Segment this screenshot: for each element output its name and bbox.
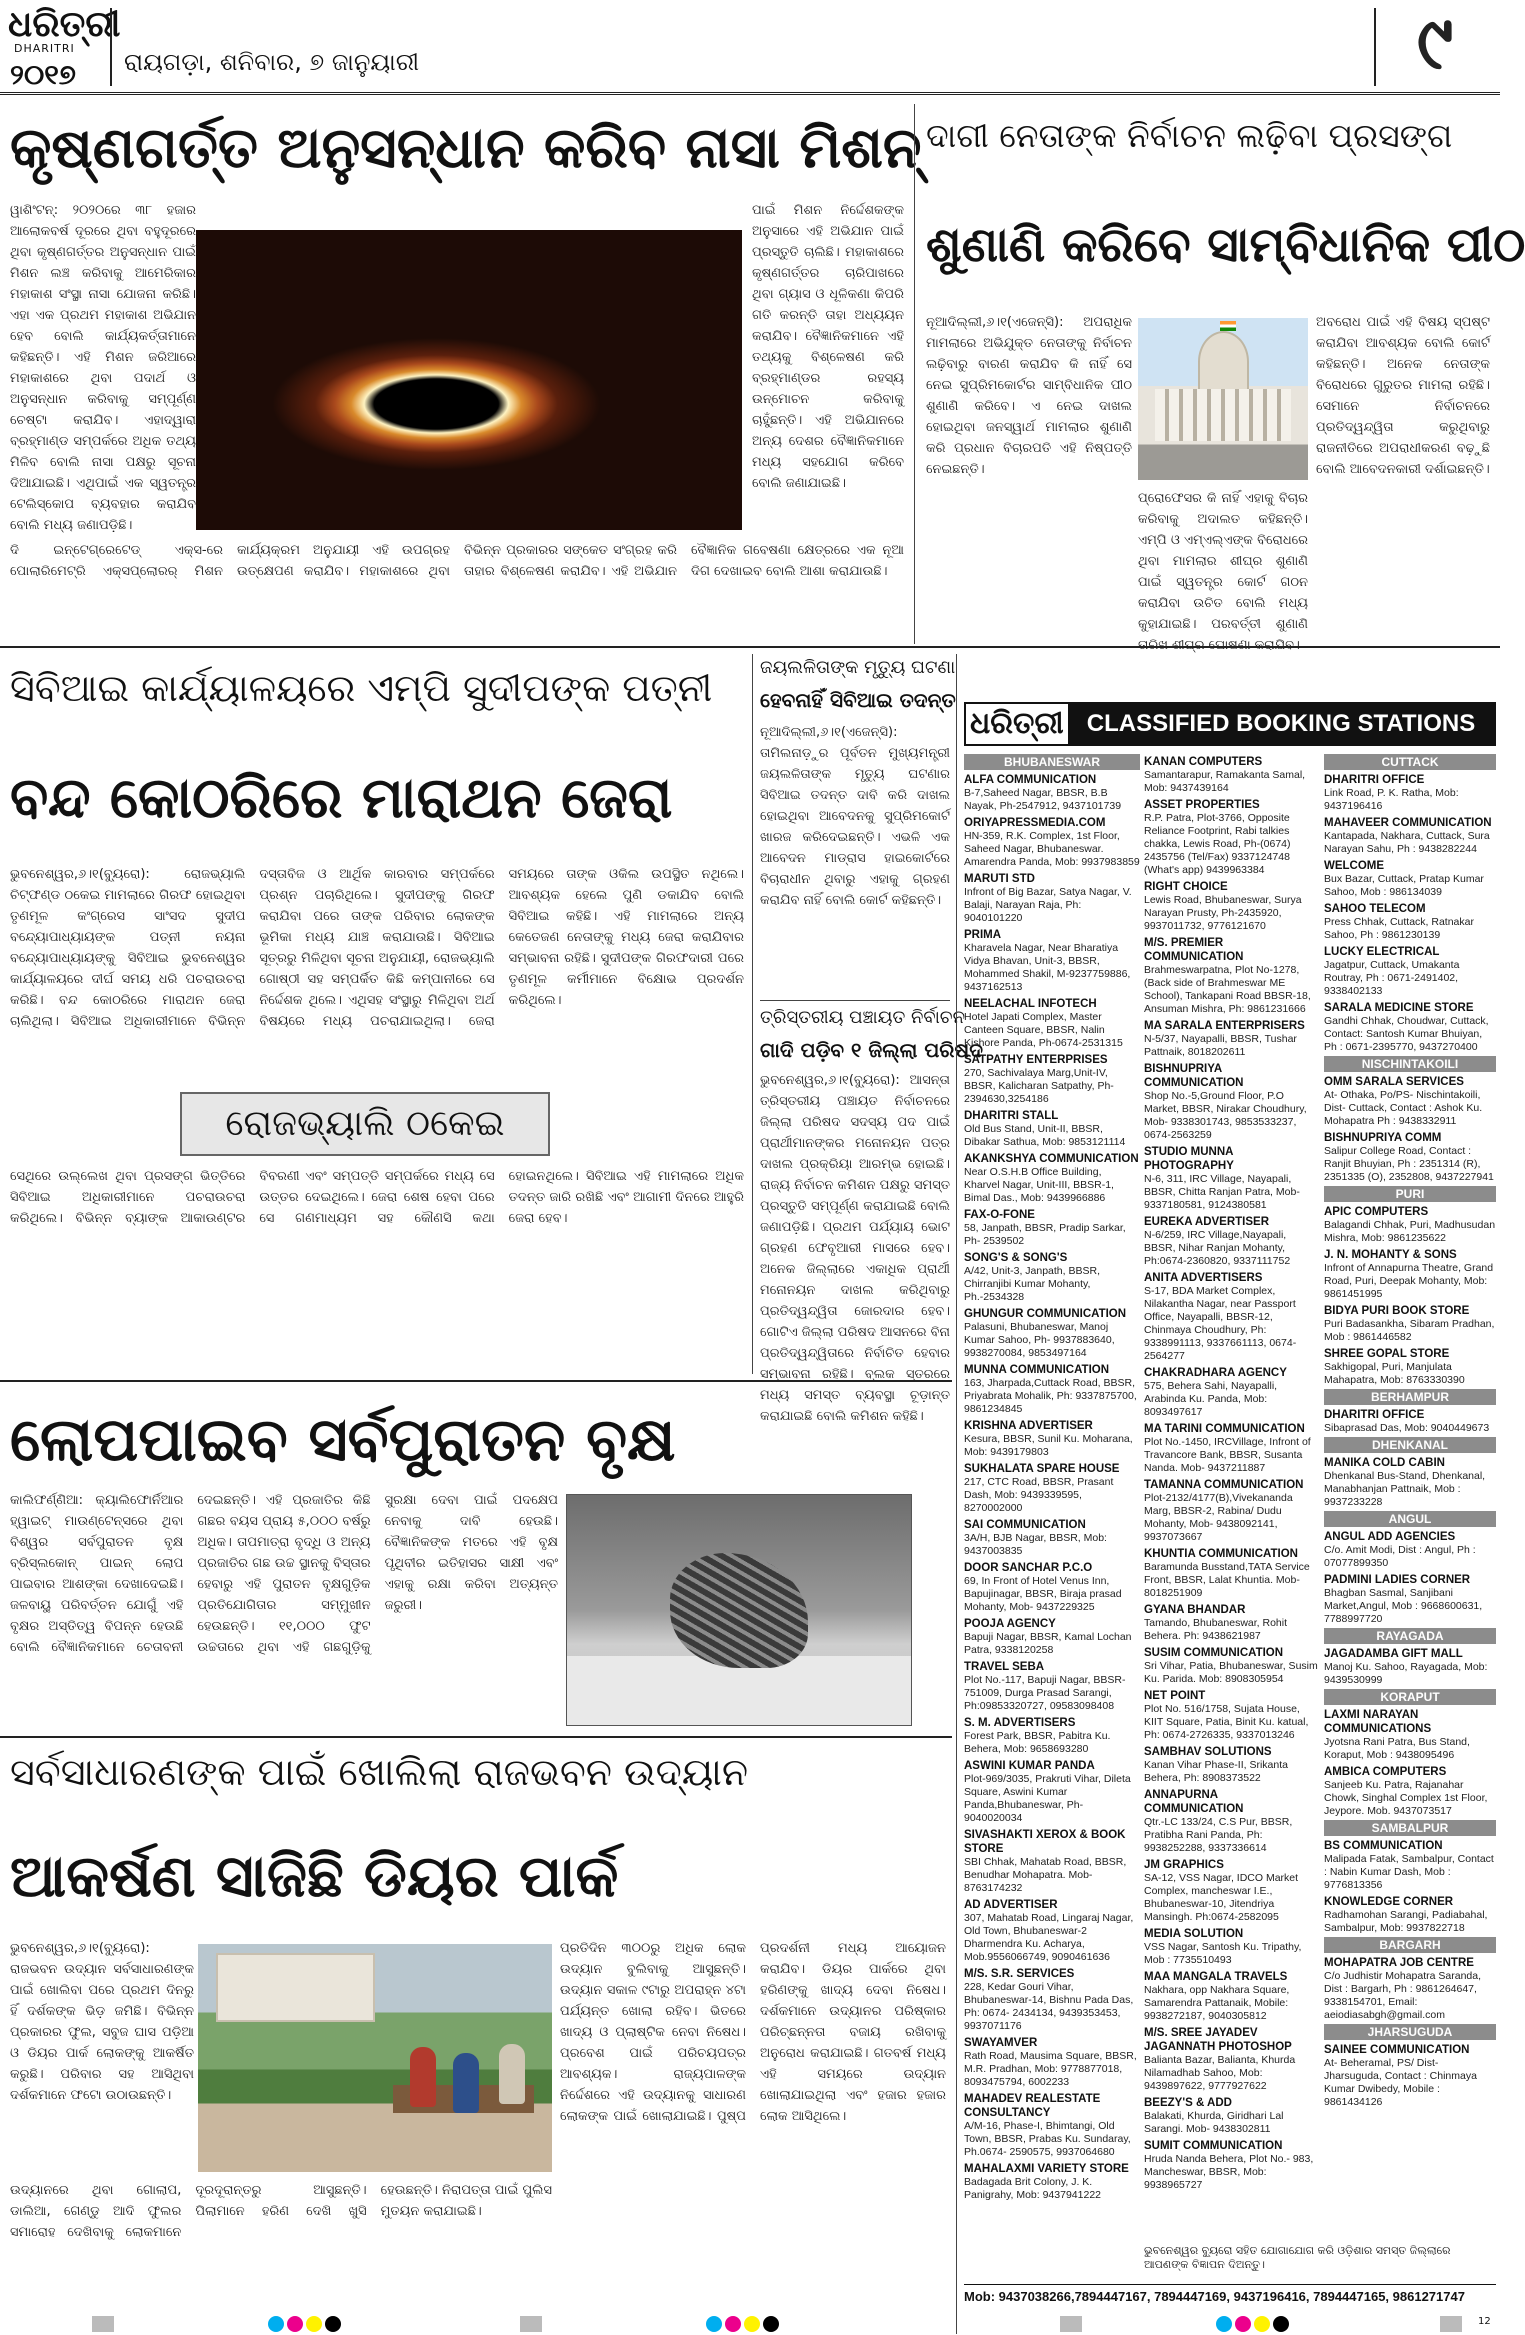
classified-agency-address: N-6, 311, IRC Village, Nayapali, BBSR, Chitta Ranjan Patra, Mob-9337180581, 9124380581 [1144,1173,1300,1211]
classified-agency-name: EUREKA ADVERTISER [1144,1216,1270,1228]
classified-agency-address: Sibaprasad Das, Mob: 9040449673 [1324,1422,1490,1434]
classified-agency-name: RIGHT CHOICE [1144,881,1228,893]
classified-region-header: DHENKANAL [1324,1437,1496,1453]
classified-agency-address: 575, Behera Sahi, Nayapalli, Arabinda Ku. Panda, Mob: 8093497617 [1144,1380,1278,1418]
classified-agency-address: Gandhi Chhak, Choudwar, Cuttack, Contact: Santosh Kumar Bhuiyan, Ph : 0671-2395770, 9437270400 [1324,1015,1489,1053]
classified-agency-address: Salipur College Road, Contact : Ranjit Bhuyian, Ph : 2351314 (R), 2351335 (O), 2352808, 9437227941 [1324,1145,1494,1183]
classified-agency-name: SUSIM COMMUNICATION [1144,1647,1284,1659]
column-divider [752,654,753,1374]
classified-agency-name: SIVASHAKTI XEROX & BOOK STORE [964,1829,1126,1855]
classified-agency-address: R.P. Patra, Plot-3766, Opposite Reliance Footprint, Rabi talkies chakka, Lewis Road, Ph-(0674) 2435756 (Tel/Fax) 9337124748 (What's app) 9439963384 [1144,812,1291,876]
story5-headline: ଆକର୍ଷଣ ସାଜିଛି ଡିୟର ପାର୍କ [10,1842,619,1910]
classified-agency-name: GHUNGUR COMMUNICATION [964,1308,1127,1320]
classified-agency-name: SARALA MEDICINE STORE [1324,1002,1474,1014]
column-divider [956,654,957,2334]
story3-body-lower: ସେଥିରେ ଉଲ୍ଲେଖ ଥିବା ପ୍ରସଙ୍ଗ ଭିତ୍ତିରେ ସିବିଆଇ ଅଧିକାରୀମାନେ ପଚରାଉଚରା କରିଥିଲେ। ବିଭିନ୍ନ ବ୍ୟାଙ୍କ ଆକାଉଣ୍ଟର ବିବରଣୀ ଏବଂ ସମ୍ପତ୍ତି ସମ୍ପର୍କରେ ମଧ୍ୟ ସେ ଉତ୍ତର ଦେଇଥିଲେ। ଜେରା ଶେଷ ହେବା ପରେ ସେ ଗଣମାଧ୍ୟମ ସହ କୌଣସି କଥା ହୋଇନଥିଲେ। ସିବିଆଇ ଏହି ମାମଲାରେ ଅଧିକ ତଦନ୍ତ ଜାରି ରଖିଛି ଏବଂ ଆଗାମୀ ଦିନରେ ଆହୁରି ଜେରା ହେବ। [10,1169,744,1226]
classified-agency-address: Plot-2132/4177(B),Vivekananda Marg, BBSR-2, Rabina/ Dudu Mohanty, Mob- 9438092141, 9937073667 [1144,1492,1293,1543]
classified-agency-address: Plot-969/3035, Prakruti Vihar, Dileta Square, Aswini Kumar Panda,Bhubaneswar, Ph- 9040020034 [964,1773,1131,1824]
cyan-registration-mark [1216,2316,1232,2332]
classified-agency-address: Infront of Annapurna Theatre, Grand Road, Puri, Deepak Mohanty, Mob: 9861451995 [1324,1262,1494,1300]
classified-region-header: JHARSUGUDA [1324,2024,1496,2040]
classified-agency-address: Hruda Nanda Behera, Plot No.- 983, Mancheswar, BBSR, Mob: 9938965727 [1144,2153,1314,2191]
classified-agency-address: Radhamohan Sarangi, Padiabahal, Sambalpur, Mob: 9937822718 [1324,1909,1488,1934]
classified-agency-name: M/S. PREMIER COMMUNICATION [1144,937,1244,963]
brief2-kicker: ତ୍ରିସ୍ତରୀୟ ପଞ୍ଚାୟତ ନିର୍ବାଚନ [760,1007,965,1028]
masthead-year: ୨୦୧୭ [10,58,76,91]
classified-agency-address: Kharavela Nagar, Near Bharatiya Vidya Bhavan, Unit-3, BBSR, Mohammed Shakil, M-9237759886, 9437162513 [964,942,1131,993]
grey-swatch [520,2316,542,2332]
classified-agency-address: Bapuji Nagar, BBSR, Kamal Lochan Patra, 9338120258 [964,1631,1132,1656]
classified-agency-name: MA SARALA ENTERPRISERS [1144,1020,1305,1032]
classified-agency-name: SUMIT COMMUNICATION [1144,2140,1283,2152]
classified-region-header: SAMBALPUR [1324,1820,1496,1836]
story1-body-right: ପାଇଁ ମିଶନ ନିର୍ଦ୍ଦେଶକଙ୍କ ଅନୁସାରେ ଏହି ଅଭିଯାନ ପାଇଁ ପ୍ରସ୍ତୁତି ଚାଲିଛି। ମହାକାଶରେ କୃଷ୍ଣଗର୍ତ୍ତର ଚାରିପାଖରେ ଥିବା ଗ୍ୟାସ ଓ ଧୂଳିକଣା କିପରି ଗତି କରନ୍ତି ତାହା ଅଧ୍ୟୟନ କରାଯିବ। ବୈଜ୍ଞାନିକମାନେ ଏହି ତଥ୍ୟକୁ ବିଶ୍ଳେଷଣ କରି ବ୍ରହ୍ମାଣ୍ଡର ରହସ୍ୟ ଉନ୍ମୋଚନ କରିବାକୁ ଚାହୁଁଛନ୍ତି। ଏହି ଅଭିଯାନରେ ଅନ୍ୟ ଦେଶର ବୈଜ୍ଞାନିକମାନେ ମଧ୍ୟ ସହଯୋଗ କରିବେ ବୋଲି ଜଣାଯାଇଛି। [752,203,904,491]
story5-body-right: ପ୍ରତିଦିନ ୩୦୦ରୁ ଅଧିକ ଲୋକ ଉଦ୍ୟାନ ବୁଲିବାକୁ ଆସୁଛନ୍ତି। ଉଦ୍ୟାନ ସକାଳ ୯ଟାରୁ ଅପରାହ୍ନ ୪ଟା ପର୍ଯ୍ୟନ୍ତ ଖୋଲା ରହିବ। ଭିତରେ ଖାଦ୍ୟ ଓ ପ୍ଲାଷ୍ଟିକ ନେବା ନିଷେଧ। ପ୍ରବେଶ ପାଇଁ ପରିଚୟପତ୍ର ଆବଶ୍ୟକ। ରାଜ୍ୟପାଳଙ୍କ ନିର୍ଦ୍ଦେଶରେ ଏହି ଉଦ୍ୟାନକୁ ସାଧାରଣ ଲୋକଙ୍କ ପାଇଁ ଖୋଲାଯାଇଛି। ପୁଷ୍ପ ପ୍ରଦର୍ଶନୀ ମଧ୍ୟ ଆୟୋଜନ କରାଯିବ। ଡିୟର ପାର୍କରେ ଥିବା ହରିଣଙ୍କୁ ଖାଦ୍ୟ ଦେବା ନିଷେଧ। ଦର୍ଶକମାନେ ଉଦ୍ୟାନର ପରିଷ୍କାର ପରିଚ୍ଛନ୍ନତା ବଜାୟ ରଖିବାକୁ ଅନୁରୋଧ କରାଯାଇଛି। ଗତବର୍ଷ ମଧ୍ୟ ଏହି ସମୟରେ ଉଦ୍ୟାନ ଖୋଲାଯାଇଥିଲା ଏବଂ ହଜାର ହଜାର ଲୋକ ଆସିଥିଲେ। [560,1941,946,2124]
classified-agency-name: MAHADEV REALESTATE CONSULTANCY [964,2093,1101,2119]
folio: 12 [1478,2316,1491,2327]
story3-box [180,1092,550,1156]
classified-column-1 [964,752,1140,2282]
classified-agency-address: Rath Road, Mausima Square, BBSR, M.R. Pradhan, Mob: 9778877018, 8093475794, 6002233 [964,2050,1137,2088]
classified-agency-name: FAX-O-FONE [964,1209,1035,1221]
story1-photo [196,230,742,530]
classified-agency-address: Balagandi Chhak, Puri, Madhusudan Mishra, Mob: 9861235622 [1324,1219,1496,1244]
classified-agency-address: 270, Sachivalaya Marg,Unit-IV, BBSR, Kalicharan Satpathy, Ph-2394630,3254186 [964,1067,1114,1105]
classified-agency-name: OMM SARALA SERVICES [1324,1076,1464,1088]
classified-agency-address: Bhagban Sasmal, Sanjibani Market,Angul, Mob : 9668600631, 7788997720 [1324,1587,1483,1625]
story3-kicker: ସିବିଆଇ କାର୍ଯ୍ୟାଳୟରେ ଏମ୍ପି ସୁଦୀପଙ୍କ ପତ୍ନୀ [10,666,713,710]
classified-agency-name: ANITA ADVERTISERS [1144,1272,1263,1284]
classified-agency-name: S. M. ADVERTISERS [964,1717,1076,1729]
classified-agency-name: SUKHALATA SPARE HOUSE [964,1463,1120,1475]
page-number: ୯ [1416,0,1454,86]
classified-agency-address: Dhenkanal Bus-Stand, Dhenkanal, Manabhanjan Pattnaik, Mob : 9937233228 [1324,1470,1486,1508]
classified-agency-address: Forest Park, BBSR, Pabitra Ku. Behera, Mob: 9658693280 [964,1730,1111,1755]
classified-agency-name: MANIKA COLD CABIN [1324,1457,1445,1469]
black-registration-mark [325,2316,341,2332]
classified-agency-name: CHAKRADHARA AGENCY [1144,1367,1287,1379]
classified-agency-name: SAHOO TELECOM [1324,903,1426,915]
story5-kicker: ସର୍ବସାଧାରଣଙ୍କ ପାଇଁ ଖୋଲିଲା ରାଜଭବନ ଉଦ୍ୟାନ [10,1750,749,1794]
classified-agency-address: Sakhigopal, Puri, Manjulata Mahapatra, Mob: 8763330390 [1324,1361,1465,1386]
masthead-date: ରାୟଗଡ଼ା, ଶନିବାର, ୭ ଜାନୁୟାରୀ [124,48,420,76]
brief-rule [760,1000,950,1001]
classified-agency-address: Qtr.-LC 133/24, C.S Pur, BBSR, Pratibha Rani Panda, Ph: 9938252288, 9337336614 [1144,1816,1293,1854]
magenta-registration-mark [725,2316,741,2332]
classified-agency-name: MAA MANGALA TRAVELS [1144,1971,1288,1983]
brief1-headline: ହେବନାହିଁ ସିବିଆଇ ତଦନ୍ତ [760,688,956,712]
classified-agency-name: BEEZY'S & ADD [1144,2097,1232,2109]
column-divider [914,104,915,644]
classified-agency-address: N-6/259, IRC Village,Nayapali, BBSR, Nihar Ranjan Mohanty, Ph:0674-2360820, 9337111752 [1144,1229,1291,1267]
classified-agency-name: DHARITRI OFFICE [1324,1409,1425,1421]
masthead-divider [110,8,112,86]
classified-agency-name: BISHNUPRIYA COMM [1324,1132,1442,1144]
classified-agency-address: 163, Jharpada,Cuttack Road, BBSR, Priyabrata Mohalik, Ph: 9337875700, 9861234845 [964,1377,1137,1415]
classified-agency-address: Lewis Road, Bhubaneswar, Surya Narayan Prusty, Ph-2435920, 9937011732, 9776121670 [1144,894,1302,932]
yellow-registration-mark [744,2316,760,2332]
classified-agency-address: N-5/37, Nayapalli, BBSR, Tushar Pattnaik, 8018202611 [1144,1033,1297,1058]
classified-column-3 [1324,752,1496,2282]
classified-agency-name: SATPATHY ENTERPRISES [964,1054,1108,1066]
classified-agency-name: KANAN COMPUTERS [1144,756,1263,768]
classified-agency-address: SA-12, VSS Nagar, IDCO Market Complex, mancheswar I.E., Bhubaneswar-10, Jitendriya Mansingh. Ph:0674-2582095 [1144,1872,1299,1923]
classified-agency-name: M/S. SREE JAYADEV JAGANNATH PHOTOSHOP [1144,2027,1292,2053]
story2-photo [1138,318,1308,480]
classified-region-header: ANGUL [1324,1511,1496,1527]
classified-agency-address: Kesura, BBSR, Sunil Ku. Moharana, Mob: 9439179803 [964,1433,1133,1458]
classified-agency-name: KNOWLEDGE CORNER [1324,1896,1454,1908]
classified-agency-address: HN-359, R.K. Complex, 1st Floor, Saheed Nagar, Bhubaneswar. Amarendra Panda, Mob: 9937983859 [964,830,1140,868]
grey-swatch [1440,2316,1462,2332]
classified-region-header: CUTTACK [1324,754,1496,770]
classified-agency-name: DHARITRI STALL [964,1110,1059,1122]
classified-agency-name: TAMANNA COMMUNICATION [1144,1479,1304,1491]
classified-agency-name: AMBICA COMPUTERS [1324,1766,1447,1778]
classified-agency-address: Malipada Fatak, Sambalpur, Contact : Nabin Kumar Dash, Mob : 9776813356 [1324,1853,1494,1891]
classified-region-header: BERHAMPUR [1324,1389,1496,1405]
masthead-rule [0,92,1500,95]
classified-agency-name: ASSET PROPERTIES [1144,799,1260,811]
classified-agency-address: Press Chhak, Cuttack, Ratnakar Sahoo, Ph : 9861230139 [1324,916,1474,941]
classified-agency-name: PADMINI LADIES CORNER [1324,1574,1471,1586]
classified-title: CLASSIFIED BOOKING STATIONS [1068,704,1494,744]
cyan-registration-mark [268,2316,284,2332]
classified-agency-name: AD ADVERTISER [964,1899,1058,1911]
classified-region-header: BHUBANESWAR [964,754,1140,770]
classified-region-header: BARGARH [1324,1937,1496,1953]
classified-column-2 [1144,752,1320,2282]
classified-agency-name: MA TARINI COMMUNICATION [1144,1423,1305,1435]
classified-agency-address: Shop No.-5,Ground Floor, P.O Market, BBSR, Nirakar Choudhury, Mob- 9338301743, 9853533237, 0674-2563259 [1144,1090,1307,1141]
classified-agency-name: MOHAPATRA JOB CENTRE [1324,1957,1474,1969]
classified-agency-address: Sri Vihar, Patia, Bhubaneswar, Susim Ku. Parida. Mob: 8908305954 [1144,1660,1318,1685]
story1-body-bottom: ଦି ଇନ୍ଟେଗ୍ରେଟେଡ୍ ଏକ୍ସ-ରେ ପୋଲାରିମେଟ୍ରି ଏକ୍ସପ୍ଲୋରର୍ ମିଶନ କାର୍ଯ୍ୟକ୍ରମ ଅନୁଯାୟୀ ଏହି ଉପଗ୍ରହ ଉତ୍କ୍ଷେପଣ କରାଯିବ। ମହାକାଶରେ ଥିବା ବିଭିନ୍ନ ପ୍ରକାରର ସଙ୍କେତ ସଂଗ୍ରହ କରି ତାହାର ବିଶ୍ଳେଷଣ କରାଯିବ। ଏହି ଅଭିଯାନ ବୈଜ୍ଞାନିକ ଗବେଷଣା କ୍ଷେତ୍ରରେ ଏକ ନୂଆ ଦିଗ ଦେଖାଇବ ବୋଲି ଆଶା କରାଯାଉଛି। [10,543,904,579]
classified-agency-address: 217, CTC Road, BBSR, Prasant Dash, Mob: 9439339595, 8270002000 [964,1476,1114,1514]
classified-agency-name: TRAVEL SEBA [964,1661,1045,1673]
classified-agency-name: MUNNA COMMUNICATION [964,1364,1110,1376]
classified-agency-name: WELCOME [1324,860,1385,872]
classified-agency-address: 69, In Front of Hotel Venus Inn, Bapujinagar, BBSR, Biraja prasad Mohanty, Mob- 9437229325 [964,1575,1122,1613]
yellow-registration-mark [1254,2316,1270,2332]
classified-agency-name: KHUNTIA COMMUNICATION [1144,1548,1298,1560]
story2-headline: ଶୁଣାଣି କରିବେ ସାମ୍ବିଧାନିକ ପୀଠ [926,217,1525,273]
classified-agency-address: Plot No. 516/1758, Sujata House, KIIT Square, Patia, Binit Ku. katual, Ph: 0674-2726335, 9337013246 [1144,1703,1309,1741]
classified-agency-name: DHARITRI OFFICE [1324,774,1425,786]
classified-agency-address: Plot No.-1450, IRCVillage, Infront of Travancore Bank, BBSR, Susanta Nanda. Mob- 9437211887 [1144,1436,1311,1474]
classified-agency-name: SONG'S & SONG'S [964,1252,1068,1264]
classified-agency-name: LAXMI NARAYAN COMMUNICATIONS [1324,1709,1432,1735]
classified-agency-address: Hotel Japati Complex, Master Canteen Square, BBSR, Nalin Kishore Panda, Ph-0674-2531315 [964,1011,1123,1049]
story2-body-bottom: ପ୍ରୋଫେସର କି ନାହିଁ ଏହାକୁ ବିଚାର କରିବାକୁ ଅଦାଲତ କହିଛନ୍ତି। ଏମ୍ପି ଓ ଏମ୍‌ଏଲ୍‌ଏଙ୍କ ବିରୋଧରେ ଥିବା ମାମଲାର ଶୀଘ୍ର ଶୁଣାଣି ପାଇଁ ସ୍ୱତନ୍ତ୍ର କୋର୍ଟ ଗଠନ କରାଯିବା ଉଚିତ ବୋଲି ମଧ୍ୟ କୁହାଯାଇଛି। ପରବର୍ତ୍ତୀ ଶୁଣାଣି ତାରିଖ ଶୀଘ୍ର ଘୋଷଣା କରାଯିବ। [1138,491,1308,653]
classified-agency-name: MAHALAXMI VARIETY STORE [964,2163,1129,2175]
story3-headline: ବନ୍ଦ କୋଠରିରେ ମାରାଥନ ଜେରା [10,765,673,831]
classified-agency-address: Samantarapur, Ramakanta Samal, Mob: 9437439164 [1144,769,1306,794]
classified-agency-name: SWAYAMVER [964,2037,1038,2049]
classified-agency-address: Kantapada, Nakhara, Cuttack, Sura Narayan Sahu, Ph : 9438282244 [1324,830,1490,855]
classified-agency-name: SHREE GOPAL STORE [1324,1348,1450,1360]
classified-agency-name: ANGUL ADD AGENCIES [1324,1531,1456,1543]
story4-body: କାଲିଫର୍ଣ୍ଣିଆ: କ୍ୟାଲିଫୋର୍ନିଆର ହ୍ୱାଇଟ୍ ମାଉଣ୍ଟେନ୍ସରେ ଥିବା ବିଶ୍ୱର ସର୍ବପୁରାତନ ବୃକ୍ଷ ବ୍ରିସ୍ଲକୋନ୍ ପାଇନ୍ ଲୋପ ପାଇବାର ଆଶଙ୍କା ଦେଖାଦେଇଛି। ଜଳବାୟୁ ପରିବର୍ତ୍ତନ ଯୋଗୁଁ ଏହି ବୃକ୍ଷର ଅସ୍ତିତ୍ୱ ବିପନ୍ନ ହେଉଛି ବୋଲି ବୈଜ୍ଞାନିକମାନେ ଚେତାବନୀ ଦେଇଛନ୍ତି। ଏହି ପ୍ରଜାତିର କିଛି ଗଛର ବୟସ ପ୍ରାୟ ୫,୦୦୦ ବର୍ଷରୁ ଅଧିକ। ତାପମାତ୍ରା ବୃଦ୍ଧି ଓ ଅନ୍ୟ ପ୍ରଜାତିର ଗଛ ଉଚ୍ଚ ସ୍ଥାନକୁ ବିସ୍ତାର ହେବାରୁ ଏହି ପୁରାତନ ବୃକ୍ଷଗୁଡ଼ିକ ପ୍ରତିଯୋଗିତାର ସମ୍ମୁଖୀନ ହେଉଛନ୍ତି। ୧୧,୦୦୦ ଫୁଟ ଉଚ୍ଚତାରେ ଥିବା ଏହି ଗଛଗୁଡ଼ିକୁ ସୁରକ୍ଷା ଦେବା ପାଇଁ ପଦକ୍ଷେପ ନେବାକୁ ଦାବି ହେଉଛି। ବୈଜ୍ଞାନିକଙ୍କ ମତରେ ଏହି ବୃକ୍ଷ ପୃଥିବୀର ଇତିହାସର ସାକ୍ଷୀ ଏବଂ ଏହାକୁ ରକ୍ଷା କରିବା ଅତ୍ୟନ୍ତ ଜରୁରୀ। [10,1493,558,1655]
story1-headline: କୃଷ୍ଣଗର୍ତ୍ତ ଅନୁସନ୍ଧାନ କରିବ ନାସା ମିଶନ୍ [10,115,922,181]
classified-agency-name: PRIMA [964,929,1002,941]
classified-region-header: RAYAGADA [1324,1628,1496,1644]
grey-swatch [1060,2316,1082,2332]
classified-agency-address: VSS Nagar, Santosh Ku. Tripathy, Mob : 7735510493 [1144,1941,1302,1966]
classified-agency-address: At- Beheramal, PS/ Dist- Jharsuguda, Contact : Chinmaya Kumar Dwibedy, Mobile : 9861434126 [1324,2057,1477,2108]
classified-agency-name: SAMBHAV SOLUTIONS [1144,1746,1272,1758]
story4-photo [566,1494,912,1726]
classified-agency-address: Nakhara, opp Nakhara Square, Samarendra Pattanaik, Mobile: 9938272187, 9040305812 [1144,1984,1290,2022]
classified-agency-name: BS COMMUNICATION [1324,1840,1443,1852]
classified-agency-address: Link Road, P. K. Ratha, Mob: 9437196416 [1324,787,1459,812]
classified-region-header: NISCHINTAKOILI [1324,1056,1496,1072]
classified-agency-address: SBI Chhak, Mahatab Road, BBSR, Benudhar Mohapatra. Mob- 8763174232 [964,1856,1127,1894]
story5-photo [198,1944,552,2172]
brief2-headline: ଗାଦି ପଡ଼ିବ ୧ ଜିଲ୍ଲା ପରିଷଦ [760,1038,983,1062]
classified-agency-name: KRISHNA ADVERTISER [964,1420,1093,1432]
classified-agency-name: JAGADAMBA GIFT MALL [1324,1648,1463,1660]
classified-agency-address: Kanan Vihar Phase-II, Srikanta Behera, Ph: 8908373522 [1144,1759,1288,1784]
classified-agency-address: Baramunda Busstand,TATA Service Front, BBSR, Lalat Khuntia. Mob- 8018251909 [1144,1561,1310,1599]
magenta-registration-mark [1235,2316,1251,2332]
classified-agency-name: DOOR SANCHAR P.C.O [964,1562,1093,1574]
classified-agency-name: NEELACHAL INFOTECH [964,998,1097,1010]
classified-agency-name: POOJA AGENCY [964,1618,1056,1630]
classified-agency-name: ANNAPURNA COMMUNICATION [1144,1789,1244,1815]
classified-agency-address: A/42, Unit-3, Janpath, BBSR, Chirranjibi Kumar Mohanty, Ph.-2534328 [964,1265,1100,1303]
classified-agency-address: Brahmeswarpatna, Plot No-1278, (Back side of Brahmeswar ME School), Tankapani Road BBSR-18, Ansuman Mishra, Ph: 9861231666 [1144,964,1311,1015]
classified-agency-address: Plot No.-117, Bapuji Nagar, BBSR-751009, Durga Prasad Sarangi, Ph:09853320727, 09583098408 [964,1674,1126,1712]
classified-agency-name: MEDIA SOLUTION [1144,1928,1244,1940]
brief2-body: ଭୁବନେଶ୍ୱର,୬।୧(ବ୍ୟୁରୋ): ଆସନ୍ତା ତ୍ରିସ୍ତରୀୟ ପଞ୍ଚାୟତ ନିର୍ବାଚନରେ ଜିଲ୍ଲା ପରିଷଦ ସଦସ୍ୟ ପଦ ପାଇଁ ପ୍ରାର୍ଥୀମାନଙ୍କର ମନୋନୟନ ପତ୍ର ଦାଖଲ ପ୍ରକ୍ରିୟା ଆରମ୍ଭ ହୋଇଛି। ରାଜ୍ୟ ନିର୍ବାଚନ କମିଶନ ପକ୍ଷରୁ ସମସ୍ତ ପ୍ରସ୍ତୁତି ସମ୍ପୂର୍ଣ୍ଣ କରାଯାଇଛି ବୋଲି ଜଣାପଡ଼ିଛି। ପ୍ରଥମ ପର୍ଯ୍ୟାୟ ଭୋଟ ଗ୍ରହଣ ଫେବୃଆରୀ ମାସରେ ହେବ। ଅନେକ ଜିଲ୍ଲାରେ ଏକାଧିକ ପ୍ରାର୍ଥୀ ମନୋନୟନ ଦାଖଲ କରିଥିବାରୁ ପ୍ରତିଦ୍ୱନ୍ଦ୍ୱିତା ଜୋରଦାର ହେବ। ଗୋଟିଏ ଜିଲ୍ଲା ପରିଷଦ ଆସନରେ ବିନା ପ୍ରତିଦ୍ୱନ୍ଦ୍ୱିତାରେ ନିର୍ବାଚିତ ହେବାର ସମ୍ଭାବନା ରହିଛି। ବ୍ଲକ ସ୍ତରରେ ମଧ୍ୟ ସମସ୍ତ ବ୍ୟବସ୍ଥା ଚୂଡ଼ାନ୍ତ କରାଯାଇଛି ବୋଲି କମିଶନ କହିଛି। [760,1073,950,1424]
story2-kicker: ଦାଗୀ ନେତାଙ୍କ ନିର୍ବାଚନ ଲଢ଼ିବା ପ୍ରସଙ୍ଗ [926,116,1453,155]
classified-agency-address: At- Othaka, Po/PS- Nischintakoili, Dist- Cuttack, Contact : Ashok Ku. Mohapatra Ph : 9438332911 [1324,1089,1483,1127]
yellow-registration-mark [306,2316,322,2332]
classified-agency-address: Sanjeeb Ku. Patra, Rajanahar Chowk, Singhal Complex 1st Floor, Jeypore. Mob. 9437073517 [1324,1779,1488,1817]
classified-agency-name: MARUTI STD [964,873,1035,885]
classified-agency-name: SAINEE COMMUNICATION [1324,2044,1470,2056]
black-registration-mark [1273,2316,1289,2332]
classified-agency-name: J. N. MOHANTY & SONS [1324,1249,1457,1261]
classified-agency-address: Manoj Ku. Sahoo, Rayagada, Mob: 9439530999 [1324,1661,1488,1686]
classified-agency-name: M/S. S.R. SERVICES [964,1968,1075,1980]
classified-agency-name: MAHAVEER COMMUNICATION [1324,817,1492,829]
classified-agency-address: Near O.S.H.B Office Building, Kharvel Nagar, Unit-III, BBSR-1, Bimal Das., Mob: 9439966886 [964,1166,1114,1204]
classified-agency-name: BISHNUPRIYA COMMUNICATION [1144,1063,1244,1089]
classified-agency-address: B-7,Saheed Nagar, BBSR, B.B Nayak, Ph-2547912, 9437101739 [964,787,1122,812]
classified-agency-address: Puri Badasankha, Sibaram Pradhan, Mob : 9861446582 [1324,1318,1495,1343]
classified-region-header: KORAPUT [1324,1689,1496,1705]
classified-agency-address: C/o Judhistir Mohapatra Saranda, Dist : Bargarh, Ph : 9861264647, 9338154701, Email: aeiodiasabgh@gmail.com [1324,1970,1482,2021]
story3-box-label: ରୋଜଭ୍ୟାଲି ଠକେଇ [225,1103,505,1144]
story4-headline: ଲୋପପାଇବ ସର୍ବପୁରାତନ ବୃକ୍ଷ [10,1405,676,1475]
classified-agency-address: Bux Bazar, Cuttack, Pratap Kumar Sahoo, Mob : 986134039 [1324,873,1484,898]
classified-agency-name: SAI COMMUNICATION [964,1519,1086,1531]
section-rule [0,646,1500,648]
classified-agency-name: JM GRAPHICS [1144,1859,1224,1871]
classified-agency-name: BIDYA PURI BOOK STORE [1324,1305,1470,1317]
classified-footer-phone: Mob: 9437038266,7894447167, 7894447169, 9437196416, 7894447165, 9861271747 [964,2284,1496,2308]
classified-agency-name: APIC COMPUTERS [1324,1206,1429,1218]
classified-agency-address: Badagada Brit Colony, J. K. Panigrahy, Mob: 9437941222 [964,2176,1101,2201]
classified-agency-address: 307, Mahatab Road, Lingaraj Nagar, Old Town, Bhubaneswar-2 Dharmendra Ku. Acharya, Mob.9556066749, 9090461636 [964,1912,1134,1963]
classified-region-header: PURI [1324,1186,1496,1202]
black-registration-mark [763,2316,779,2332]
section-rule [0,1380,952,1382]
classified-agency-name: GYANA BHANDAR [1144,1604,1246,1616]
classified-agency-address: Palasuni, Bhubaneswar, Manoj Kumar Sahoo, Ph- 9937883640, 9938270084, 9853497164 [964,1321,1115,1359]
brief1-body: ନୂଆଦିଲ୍ଲୀ,୬।୧(ଏଜେନ୍ସି): ତାମିଲନାଡ଼ୁର ପୂର୍ବତନ ମୁଖ୍ୟମନ୍ତ୍ରୀ ଜୟଲଳିତାଙ୍କ ମୃତ୍ୟୁ ଘଟଣାର ସିବିଆଇ ତଦନ୍ତ ଦାବି କରି ଦାଖଲ ହୋଇଥିବା ଆବେଦନକୁ ସୁପ୍ରିମକୋର୍ଟ ଖାରଜ କରିଦେଇଛନ୍ତି। ଏଭଳି ଏକ ଆବେଦନ ମାଡ୍ରାସ ହାଇକୋର୍ଟରେ ବିଚାରାଧୀନ ଥିବାରୁ ଏହାକୁ ଗ୍ରହଣ କରାଯିବ ନାହିଁ ବୋଲି କୋର୍ଟ କହିଛନ୍ତି। [760,725,950,908]
story1-body-left: ୱାଶିଂଟନ୍: ୨୦୨୦ରେ ୩୮ ହଜାର ଆଲୋକବର୍ଷ ଦୂରରେ ଥିବା ବହୁଦୂରରେ ଥିବା କୃଷ୍ଣଗର୍ତ୍ତର ଅନୁସନ୍ଧାନ ପାଇଁ ମିଶନ ଲଞ୍ଚ କରିବାକୁ ଆମେରିକାର ମହାକାଶ ସଂସ୍ଥା ନାସା ଯୋଜନା କରିଛି। ଏହା ଏକ ପ୍ରଥମ ମହାକାଶ ଅଭିଯାନ ହେବ ବୋଲି କାର୍ଯ୍ୟକର୍ତ୍ତାମାନେ କହିଛନ୍ତି। ଏହି ମିଶନ ଜରିଆରେ ମହାକାଶରେ ଥିବା ପଦାର୍ଥ ଓ ଅନୁସନ୍ଧାନ କରିବାକୁ ସମ୍ପୂର୍ଣ୍ଣ ଚେଷ୍ଟା କରାଯିବ। ଏହାଦ୍ୱାରା ବ୍ରହ୍ମାଣ୍ଡ ସମ୍ପର୍କରେ ଅଧିକ ତଥ୍ୟ ମିଳିବ ବୋଲି ନାସା ପକ୍ଷରୁ ସୂଚନା ଦିଆଯାଇଛି। ଏଥିପାଇଁ ଏକ ସ୍ୱତନ୍ତ୍ର ଟେଲିସ୍କୋପ ବ୍ୟବହାର କରାଯିବ ବୋଲି ମଧ୍ୟ ଜଣାପଡ଼ିଛି। [10,203,196,533]
section-rule [0,1736,952,1738]
classified-agency-address: Infront of Big Bazar, Satya Nagar, V. Balaji, Narayan Raja, Ph: 9040101220 [964,886,1132,924]
classified-agency-address: 58, Janpath, BBSR, Pradip Sarkar, Ph- 2539502 [964,1222,1126,1247]
classified-footer-note: ଭୁବନେଶ୍ୱର ବ୍ୟୁରୋ ସହିତ ଯୋଗାଯୋଗ କରି ଓଡ଼ିଶାର ସମସ୍ତ ଜିଲ୍ଲାରେ ଆପଣଙ୍କ ବିଜ୍ଞାପନ ଦିଅନ୍ତୁ। [1144,2244,1451,2271]
masthead-logo: ଧରିତ୍ରୀ [8,3,121,45]
classified-agency-name: LUCKY ELECTRICAL [1324,946,1440,958]
classified-agency-address: Balakati, Khurda, Giridhari Lal Sarangi. Mob- 9438302811 [1144,2110,1284,2135]
classified-agency-address: Tamando, Bhubaneswar, Rohit Behera. Ph: 9438621987 [1144,1617,1288,1642]
classified-agency-address: S-17, BDA Market Complex, Nilakantha Nagar, near Passport Office, Nayapalli, BBSR-12, Chinmaya Choudhury, Ph: 9338991113, 9337661113, 0674-2564277 [1144,1285,1297,1362]
classified-agency-address: C/o. Amit Modi, Dist : Angul, Ph : 07077899350 [1324,1544,1476,1569]
story5-body-bottom: ଉଦ୍ୟାନରେ ଥିବା ଗୋଲାପ, ଡାଲିଆ, ଗେଣ୍ଡୁ ଆଦି ଫୁଲର ସମାରୋହ ଦେଖିବାକୁ ଲୋକମାନେ ଦୂରଦୂରାନ୍ତରୁ ଆସୁଛନ୍ତି। ପିଲାମାନେ ହରିଣ ଦେଖି ଖୁସି ହେଉଛନ୍ତି। ନିରାପତ୍ତା ପାଇଁ ପୁଲିସ ମୁତୟନ କରାଯାଇଛି। [10,2183,552,2240]
classified-agency-name: STUDIO MUNNA PHOTOGRAPHY [1144,1146,1234,1172]
masthead-divider-right [1374,8,1376,86]
classified-agency-name: ASWINI KUMAR PANDA [964,1760,1095,1772]
classified-agency-address: Balianta Bazar, Balianta, Khurda Nilamadhab Sahoo, Mob: 9439897622, 9777927622 [1144,2054,1296,2092]
classified-agency-name: AKANKSHYA COMMUNICATION [964,1153,1139,1165]
classified-agency-name: NET POINT [1144,1690,1206,1702]
masthead-tagline: DHARITRI [14,42,75,55]
classified-agency-address: 228, Kedar Gouri Vihar, Bhubaneswar-14, Bishnu Pada Das, Ph: 0674- 2434134, 9439353453, 9937071176 [964,1981,1134,2032]
brief1-kicker: ଜୟଲଳିତାଙ୍କ ମୃତ୍ୟୁ ଘଟଣା [760,657,956,678]
classified-agency-address: 3A/H, BJB Nagar, BBSR, Mob: 9437003835 [964,1532,1107,1557]
story5-body-left: ଭୁବନେଶ୍ୱର,୬।୧(ବ୍ୟୁରୋ): ରାଜଭବନ ଉଦ୍ୟାନ ସର୍ବସାଧାରଣଙ୍କ ପାଇଁ ଖୋଲିବା ପରେ ପ୍ରଥମ ଦିନରୁ ହିଁ ଦର୍ଶକଙ୍କ ଭିଡ଼ ଜମିଛି। ବିଭିନ୍ନ ପ୍ରକାରର ଫୁଲ, ସବୁଜ ଘାସ ପଡ଼ିଆ ଓ ଡିୟର ପାର୍କ ଲୋକଙ୍କୁ ଆକର୍ଷିତ କରୁଛି। ପରିବାର ସହ ଆସିଥିବା ଦର୍ଶକମାନେ ଫଟୋ ଉଠାଉଛନ୍ତି। [10,1941,194,2103]
classified-agency-address: A/M-16, Phase-I, Bhimtangi, Old Town, BBSR, Prabas Ku. Sundaray, Ph.0674- 2590575, 9937064680 [964,2120,1131,2158]
magenta-registration-mark [287,2316,303,2332]
classified-agency-name: ORIYAPRESSMEDIA.COM [964,817,1106,829]
classified-logo: ଧରିତ୍ରୀ [970,706,1064,741]
grey-swatch [92,2316,114,2332]
classified-agency-address: Old Bus Stand, Unit-II, BBSR, Dibakar Sathua, Mob: 9853121114 [964,1123,1126,1148]
story2-body-left: ନୂଆଦିଲ୍ଲୀ,୬।୧(ଏଜେନ୍ସି): ଅପରାଧିକ ମାମଲାରେ ଅଭିଯୁକ୍ତ ନେତାଙ୍କୁ ନିର୍ବାଚନ ଲଢ଼ିବାରୁ ବାରଣ କରାଯିବ କି ନାହିଁ ସେ ନେଇ ସୁପ୍ରିମକୋର୍ଟର ସାମ୍ବିଧାନିକ ପୀଠ ଶୁଣାଣି କରିବେ। ଏ ନେଇ ଦାଖଲ ହୋଇଥିବା ଜନସ୍ୱାର୍ଥ ମାମଲାର ଶୁଣାଣି କରି ପ୍ରଧାନ ବିଚାରପତି ଏହି ନିଷ୍ପତ୍ତି ନେଇଛନ୍ତି। [926,315,1132,477]
classified-agency-address: Jyotsna Rani Patra, Bus Stand, Koraput, Mob : 9438095496 [1324,1736,1470,1761]
cyan-registration-mark [706,2316,722,2332]
classified-agency-address: Jagatpur, Cuttack, Umakanta Routray, Ph : 0671-2491402, 9338402133 [1324,959,1460,997]
classified-agency-name: ALFA COMMUNICATION [964,774,1097,786]
story3-body: ଭୁବନେଶ୍ୱର,୬।୧(ବ୍ୟୁରୋ): ରୋଜଭ୍ୟାଲି ଚିଟ୍‌ଫଣ୍ଡ ଠକେଇ ମାମଲାରେ ଗିରଫ ହୋଇଥିବା ତୃଣମୂଳ କଂଗ୍ରେସ ସାଂସଦ ସୁଦୀପ ବନ୍ଦ୍ୟୋପାଧ୍ୟାୟଙ୍କ ପତ୍ନୀ ନୟନା ବନ୍ଦ୍ୟୋପାଧ୍ୟାୟଙ୍କୁ ସିବିଆଇ ଭୁବନେଶ୍ୱର କାର୍ଯ୍ୟାଳୟରେ ଦୀର୍ଘ ସମୟ ଧରି ପଚରାଉଚରା କରିଛି। ବନ୍ଦ କୋଠରିରେ ମାରାଥନ ଜେରା ଚାଲିଥିଲା। ସିବିଆଇ ଅଧିକାରୀମାନେ ବିଭିନ୍ନ ଦସ୍ତାବିଜ ଓ ଆର୍ଥିକ କାରବାର ସମ୍ପର୍କରେ ପ୍ରଶ୍ନ ପଚାରିଥିଲେ। ସୁଦୀପଙ୍କୁ ଗିରଫ କରାଯିବା ପରେ ତାଙ୍କ ପରିବାର ଲୋକଙ୍କ ଭୂମିକା ମଧ୍ୟ ଯାଞ୍ଚ କରାଯାଉଛି। ସିବିଆଇ ସୂତ୍ରରୁ ମିଳିଥିବା ସୂଚନା ଅନୁଯାୟୀ, ରୋଜଭ୍ୟାଲି ଗୋଷ୍ଠୀ ସହ ସମ୍ପର୍କିତ କିଛି କମ୍ପାନୀରେ ସେ ନିର୍ଦ୍ଦେଶକ ଥିଲେ। ଏଥିସହ ସଂସ୍ଥାରୁ ମିଳିଥିବା ଅର୍ଥ ବିଷୟରେ ମଧ୍ୟ ପଚରାଯାଇଥିଲା। ଜେରା ସମୟରେ ତାଙ୍କ ଓକିଲ ଉପସ୍ଥିତ ନଥିଲେ। ଆବଶ୍ୟକ ହେଲେ ପୁଣି ଡକାଯିବ ବୋଲି ସିବିଆଇ କହିଛି। ଏହି ମାମଲାରେ ଅନ୍ୟ କେତେଜଣ ନେତାଙ୍କୁ ମଧ୍ୟ ଜେରା କରାଯିବାର ସମ୍ଭାବନା ରହିଛି। ସୁଦୀପଙ୍କ ଗିରଫଦାରୀ ପରେ ତୃଣମୂଳ କର୍ମୀମାନେ ବିକ୍ଷୋଭ ପ୍ରଦର୍ଶନ କରିଥିଲେ। [10,867,744,1029]
story2-body-right: ଅବରୋଧ ପାଇଁ ଏହି ବିଷୟ ସ୍ପଷ୍ଟ କରାଯିବା ଆବଶ୍ୟକ ବୋଲି କୋର୍ଟ କହିଛନ୍ତି। ଅନେକ ନେତାଙ୍କ ବିରୋଧରେ ଗୁରୁତର ମାମଲା ରହିଛି। ସେମାନେ ନିର୍ବାଚନରେ ପ୍ରତିଦ୍ୱନ୍ଦ୍ୱିତା କରୁଥିବାରୁ ରାଜନୀତିରେ ଅପରାଧୀକରଣ ବଢ଼ୁଛି ବୋଲି ଆବେଦନକାରୀ ଦର୍ଶାଇଛନ୍ତି। [1316,315,1490,477]
